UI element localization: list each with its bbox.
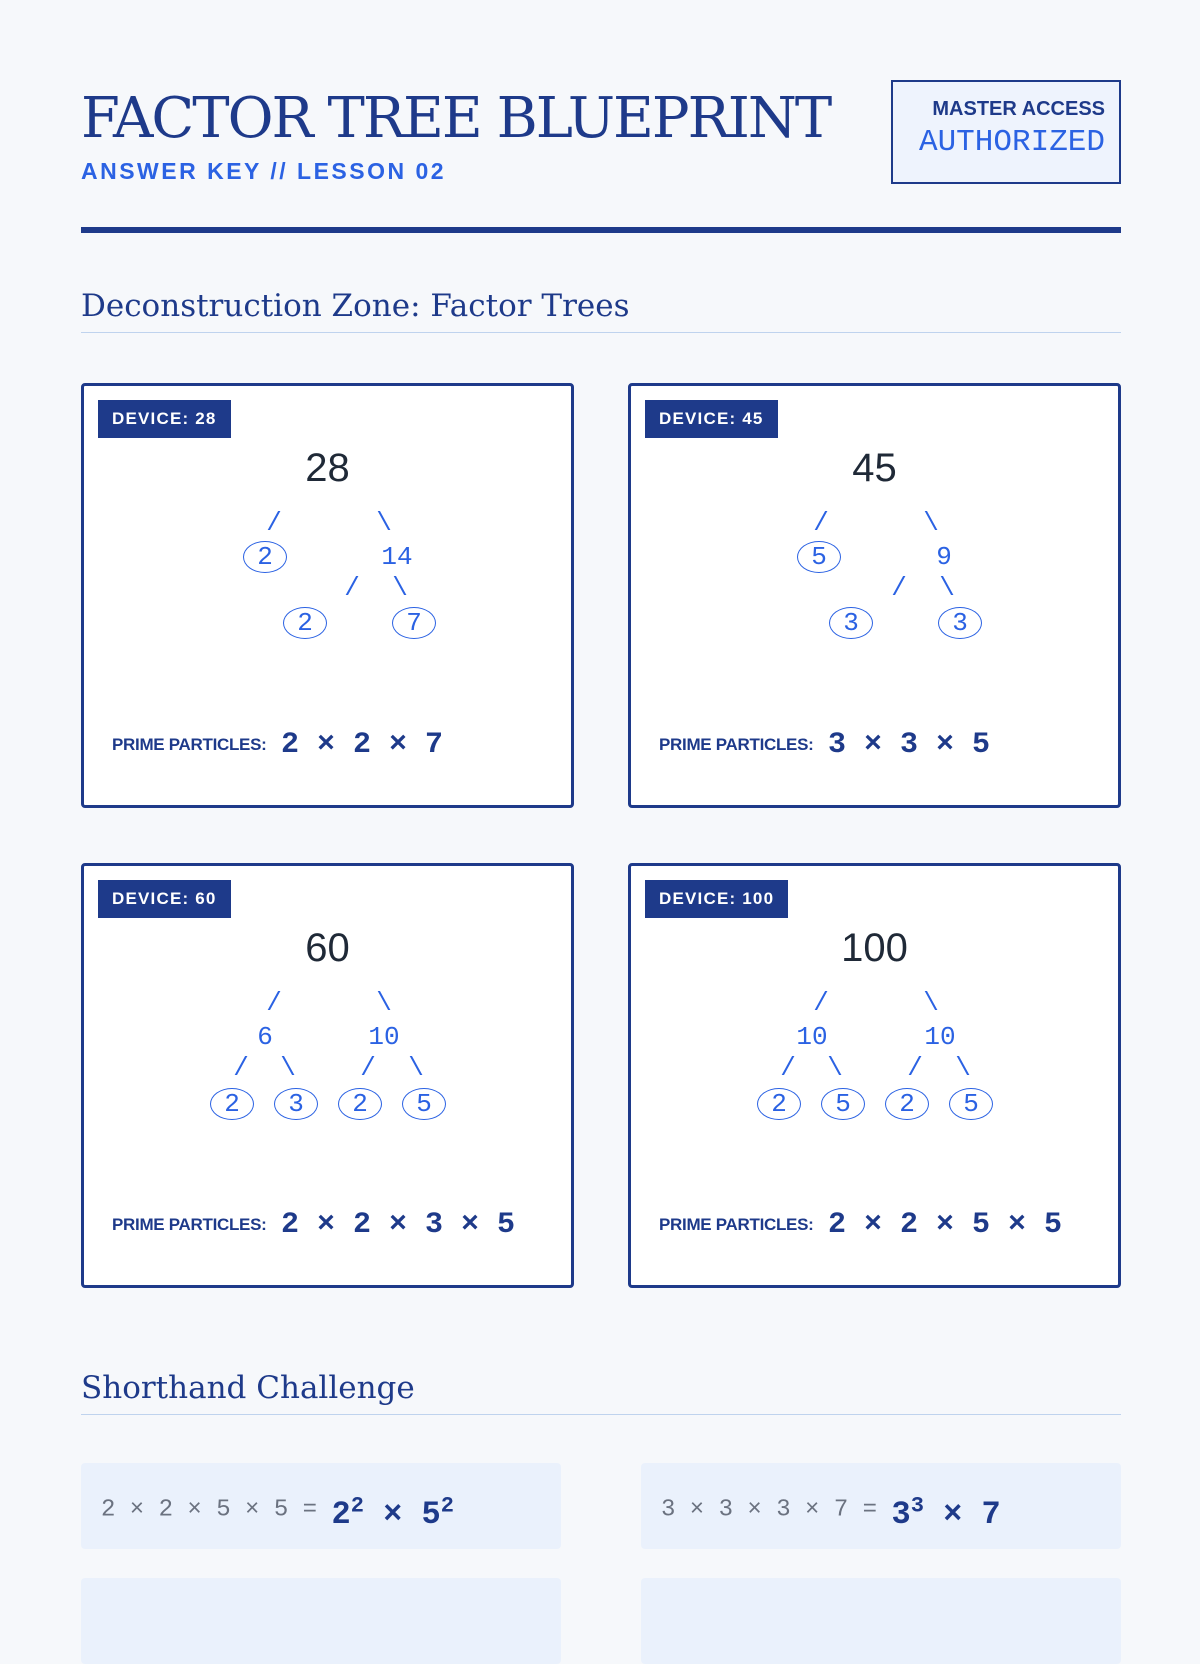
- page-subtitle: ANSWER KEY // LESSON 02: [81, 158, 447, 184]
- prime-node: 5: [821, 1088, 865, 1120]
- branch-right: \: [376, 988, 392, 1018]
- branch-left: /: [780, 1053, 796, 1083]
- times-sign: ×: [923, 1495, 982, 1533]
- device-tag: DEVICE: 100: [645, 880, 788, 918]
- branch-left: /: [266, 988, 282, 1018]
- composite-node: 10: [924, 1022, 956, 1052]
- expanded-product: 2 × 2 × 5 × 5 =: [101, 1496, 318, 1524]
- composite-node: 9: [936, 542, 952, 572]
- tree-root-number: 45: [852, 446, 897, 490]
- shorthand-heading: Shorthand Challenge: [81, 1370, 1121, 1415]
- prime-node: 2: [210, 1088, 254, 1120]
- prime-particles: [659, 728, 990, 762]
- header-divider: [81, 227, 1121, 233]
- branch-left: /: [907, 1053, 923, 1083]
- prime-particles-label: PRIME PARTICLES:: [112, 735, 267, 754]
- prime-node: 2: [338, 1088, 382, 1120]
- page-title: FACTOR TREE BLUEPRINT: [81, 86, 831, 151]
- shorthand-item: [641, 1578, 1121, 1664]
- prime-node: 5: [797, 541, 841, 573]
- device-tag: DEVICE: 45: [645, 400, 778, 438]
- prime-particles-value: 2 × 2 × 3 × 5: [280, 1208, 516, 1242]
- branch-right: \: [923, 988, 939, 1018]
- factor-tree-card-100: [628, 863, 1121, 1288]
- prime-node: 2: [757, 1088, 801, 1120]
- device-tag: DEVICE: 28: [98, 400, 231, 438]
- access-badge: [891, 80, 1121, 184]
- exponent-form: [331, 1493, 454, 1533]
- prime-particles: [112, 728, 443, 762]
- branch-left: /: [360, 1053, 376, 1083]
- exponent: 3: [910, 1493, 924, 1518]
- prime-particles-value: 2 × 2 × 5 × 5: [827, 1208, 1063, 1242]
- tree-root-number: 100: [841, 926, 908, 970]
- branch-right: \: [955, 1053, 971, 1083]
- prime-node: 7: [392, 607, 436, 639]
- shorthand-item: [81, 1578, 561, 1664]
- factor-trees-heading: Deconstruction Zone: Factor Trees: [81, 288, 1121, 333]
- prime-particles-label: PRIME PARTICLES:: [659, 735, 814, 754]
- branch-right: \: [408, 1053, 424, 1083]
- branch-right: \: [923, 508, 939, 538]
- base: 3: [891, 1495, 911, 1533]
- prime-node: 3: [274, 1088, 318, 1120]
- branch-left: /: [344, 573, 360, 603]
- branch-right: \: [392, 573, 408, 603]
- shorthand-item: [81, 1463, 561, 1549]
- branch-right: \: [939, 573, 955, 603]
- exponent: 2: [350, 1493, 364, 1518]
- expanded-product: 3 × 3 × 3 × 7 =: [661, 1496, 878, 1524]
- composite-node: 10: [796, 1022, 828, 1052]
- composite-node: 14: [381, 542, 413, 572]
- prime-node: 5: [949, 1088, 993, 1120]
- branch-right: \: [280, 1053, 296, 1083]
- branch-right: \: [827, 1053, 843, 1083]
- exponent: 2: [440, 1493, 454, 1518]
- times-sign: ×: [363, 1495, 422, 1533]
- prime-particles-label: PRIME PARTICLES:: [659, 1215, 814, 1234]
- prime-particles-value: 2 × 2 × 7: [280, 728, 443, 762]
- prime-node: 2: [283, 607, 327, 639]
- factor-tree-card-45: [628, 383, 1121, 808]
- branch-left: /: [813, 988, 829, 1018]
- base: 2: [331, 1495, 351, 1533]
- access-badge-label: MASTER ACCESS: [932, 98, 1105, 120]
- branch-left: /: [233, 1053, 249, 1083]
- shorthand-item: [641, 1463, 1121, 1549]
- prime-particles: [659, 1208, 1062, 1242]
- prime-particles: [112, 1208, 515, 1242]
- prime-node: 3: [938, 607, 982, 639]
- prime-particles-label: PRIME PARTICLES:: [112, 1215, 267, 1234]
- branch-left: /: [891, 573, 907, 603]
- branch-right: \: [376, 508, 392, 538]
- access-badge-status: AUTHORIZED: [918, 125, 1105, 160]
- prime-node: 5: [402, 1088, 446, 1120]
- tree-root-number: 60: [305, 926, 350, 970]
- prime-node: 2: [243, 541, 287, 573]
- branch-left: /: [813, 508, 829, 538]
- composite-node: 10: [368, 1022, 400, 1052]
- prime-node: 3: [829, 607, 873, 639]
- branch-left: /: [266, 508, 282, 538]
- header: [81, 80, 1121, 230]
- composite-node: 6: [257, 1022, 273, 1052]
- exponent-form: [891, 1493, 1001, 1533]
- factor-tree-card-28: [81, 383, 574, 808]
- device-tag: DEVICE: 60: [98, 880, 231, 918]
- prime-node: 2: [885, 1088, 929, 1120]
- prime-particles-value: 3 × 3 × 5: [827, 728, 990, 762]
- tree-root-number: 28: [305, 446, 350, 490]
- base: 7: [981, 1495, 1001, 1533]
- factor-tree-card-60: [81, 863, 574, 1288]
- base: 5: [421, 1495, 441, 1533]
